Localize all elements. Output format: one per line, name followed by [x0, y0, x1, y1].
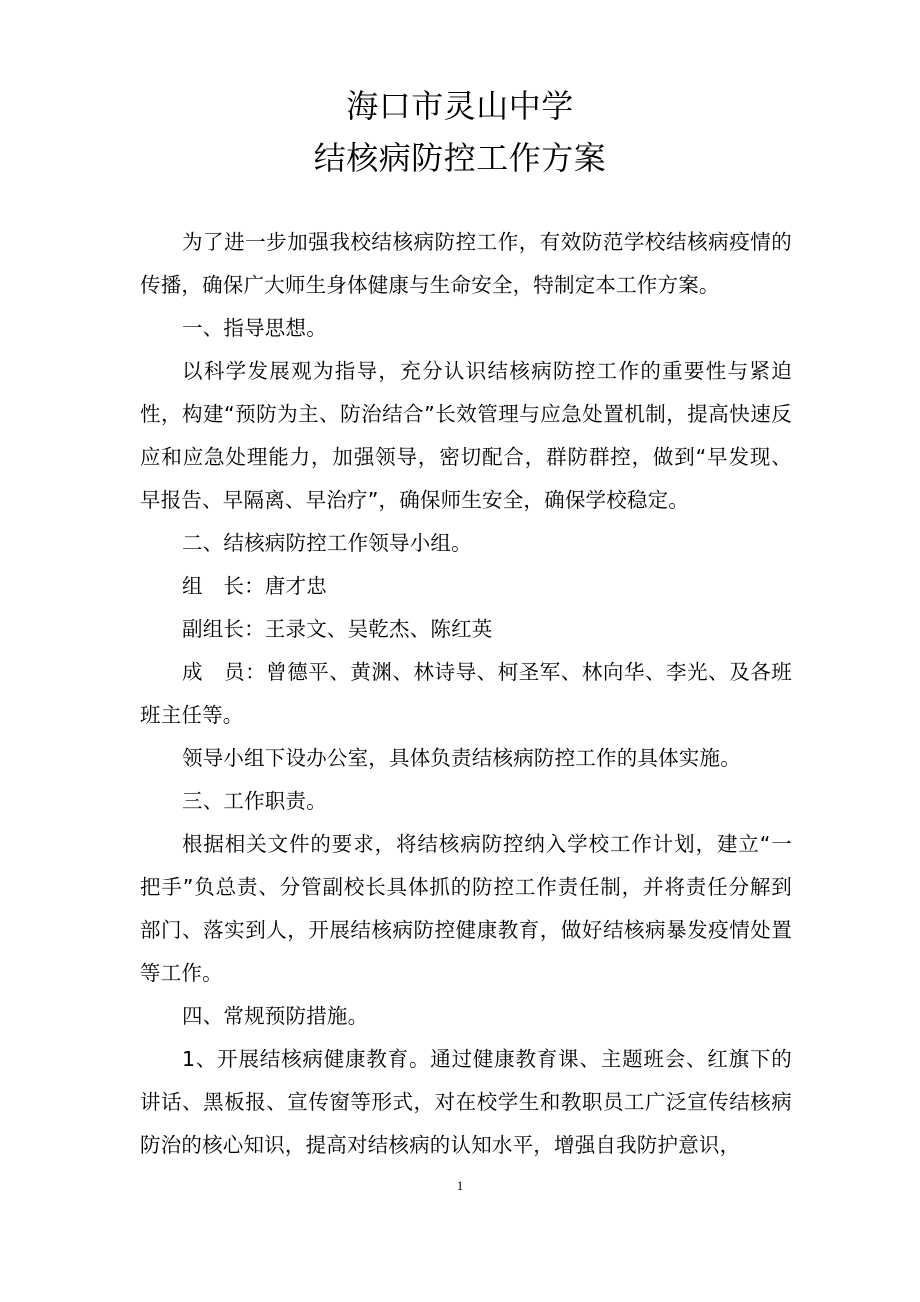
section-heading-responsibilities: 三、工作职责。	[182, 789, 327, 813]
section-heading-guiding-ideology: 一、指导思想。	[182, 316, 327, 340]
document-body	[140, 221, 792, 1167]
section-heading-leadership-group: 二、结核病防控工作领导小组。	[182, 531, 472, 555]
document-title-plan: 结核病防控工作方案	[313, 139, 607, 177]
responsibilities-paragraph: 根据相关文件的要求，将结核病防控纳入学校工作计划，建立“一把手”负总责、分管副校长具体抓的防控工作责任制，并将责任分解到部门、落实到人，开展结核病防控健康教育，做好结核病暴发疫情处置等工作。	[140, 832, 792, 985]
group-leader-line: 组 长：唐才忠	[182, 574, 327, 598]
page-number: 1	[456, 1178, 464, 1193]
prevention-item-1: 1、开展结核病健康教育。通过健康教育课、主题班会、红旗下的讲话、黑板报、宣传窗等形式，对在校学生和教职员工广泛宣传结核病防治的核心知识，提高对结核病的认知水平，增强自我防护意识，	[140, 1047, 792, 1157]
office-paragraph: 领导小组下设办公室，具体负责结核病防控工作的具体实施。	[182, 746, 741, 770]
deputy-leader-line: 副组长：王录文、吴乾杰、陈红英	[182, 617, 493, 641]
section-heading-prevention: 四、常规预防措施。	[182, 1004, 369, 1028]
members-line: 成 员：曾德平、黄渊、林诗导、柯圣军、林向华、李光、及各班班主任等。	[140, 660, 792, 727]
intro-paragraph: 为了进一步加强我校结核病防控工作，有效防范学校结核病疫情的传播，确保广大师生身体健康与生命安全，特制定本工作方案。	[140, 230, 792, 297]
document-title-school: 海口市灵山中学	[346, 87, 574, 125]
guiding-ideology-paragraph: 以科学发展观为指导，充分认识结核病防控工作的重要性与紧迫性，构建“预防为主、防治结合”长效管理与应急处置机制，提高快速反应和应急处理能力，加强领导，密切配合，群防群控，做到“早发现、早报告、早隔离、早治疗”，确保师生安全，确保学校稳定。	[140, 359, 792, 512]
